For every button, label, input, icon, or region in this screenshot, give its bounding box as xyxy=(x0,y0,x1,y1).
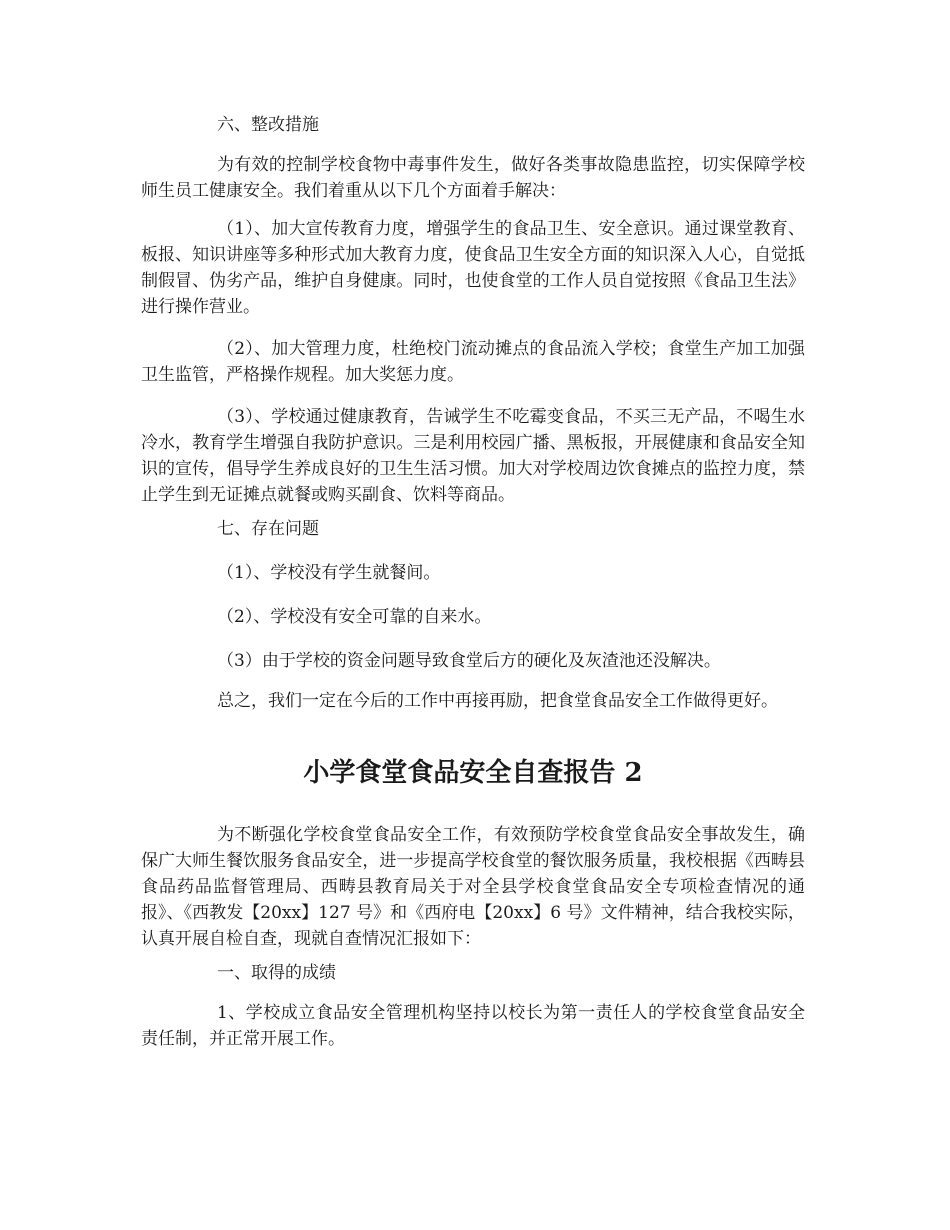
report2-section1-item1: 1、学校成立食品安全管理机构坚持以校长为第一责任人的学校食堂食品安全责任制，并正常开展工作。 xyxy=(141,1003,805,1049)
section6-item2: （2）、加大管理力度，杜绝校门流动摊点的食品流入学校；食堂生产加工加强卫生监管，严格操作规程。加大奖惩力度。 xyxy=(141,339,805,385)
section6-item3: （3）、学校通过健康教育，告诫学生不吃霉变食品，不买三无产品，不喝生水冷水，教育学生增强自我防护意识。三是利用校园广播、黑板报，开展健康和食品安全知识的宣传，倡导学生养成良好的卫生生活习惯。加大对学校周边饮食摊点的监控力度，禁止学生到无证摊点就餐或购买副食、饮料等商品。 xyxy=(141,407,805,505)
section6-item1: （1）、加大宣传教育力度，增强学生的食品卫生、安全意识。通过课堂教育、板报、知识讲座等多种形式加大教育力度，使食品卫生安全方面的知识深入人心，自觉抵制假冒、伪劣产品，维护自身健康。同时，也使食堂的工作人员自觉按照《食品卫生法》进行操作营业。 xyxy=(141,219,805,317)
section7-item2: （2）、学校没有安全可靠的自来水。 xyxy=(217,607,492,627)
section6-heading: 六、整改措施 xyxy=(217,115,319,135)
conclusion-paragraph: 总之，我们一定在今后的工作中再接再励，把食堂食品安全工作做得更好。 xyxy=(217,691,778,711)
section7-heading: 七、存在问题 xyxy=(217,519,319,539)
report2-title: 小学食堂食品安全自查报告 2 xyxy=(303,758,643,788)
section7-item1: （1）、学校没有学生就餐间。 xyxy=(217,563,441,583)
report2-section1-heading: 一、取得的成绩 xyxy=(217,963,336,983)
section6-intro: 为有效的控制学校食物中毒事件发生，做好各类事故隐患监控，切实保障学校师生员工健康安全。我们着重从以下几个方面着手解决： xyxy=(141,155,805,201)
section7-item3: （3）由于学校的资金问题导致食堂后方的硬化及灰渣池还没解决。 xyxy=(217,651,721,671)
report2-intro: 为不断强化学校食堂食品安全工作，有效预防学校食堂食品安全事故发生，确保广大师生餐饮服务食品安全，进一步提高学校食堂的餐饮服务质量，我校根据《西畴县食品药品监督管理局、西畴县教育局关于对全县学校食堂食品安全专项检查情况的通报》、《西教发【20xx】127 号》和《西府电【20xx】6 号》文件精神，结合我校实际，认真开展自检自查，现就自查情况汇报如下： xyxy=(141,825,805,949)
